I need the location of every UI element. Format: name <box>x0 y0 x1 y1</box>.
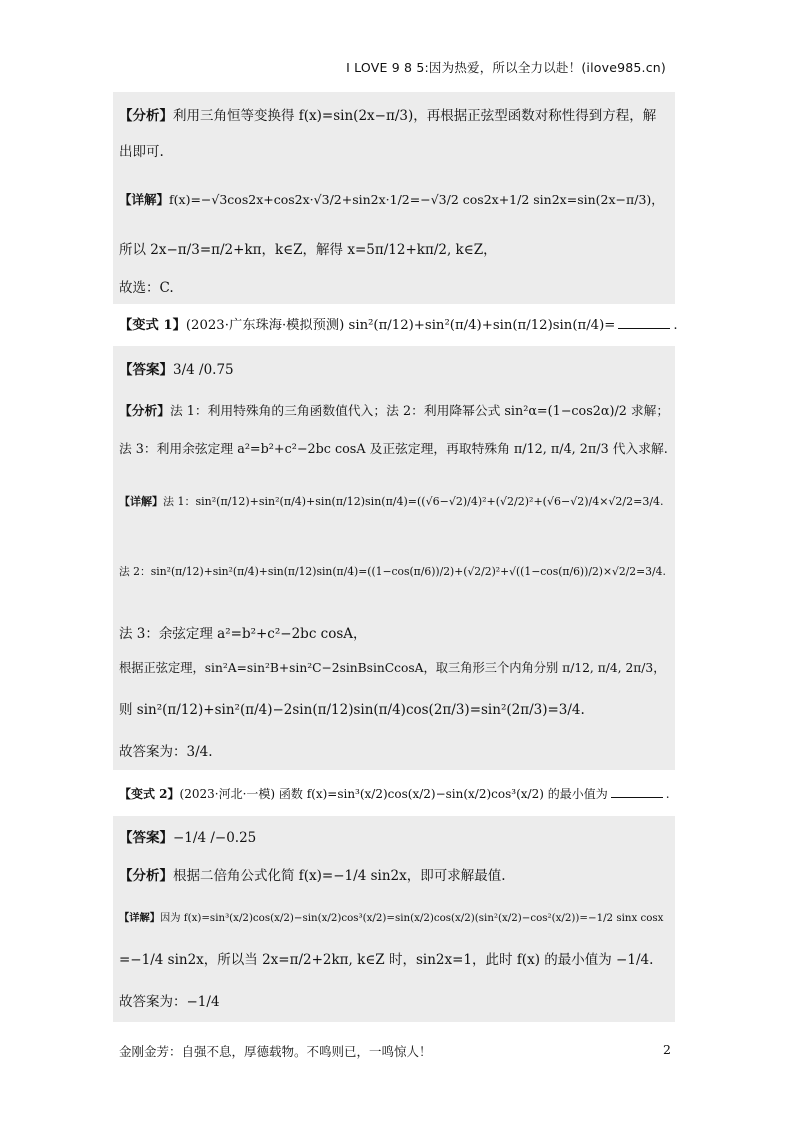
detail-method3-result: 则 sin²(π/12)+sin²(π/4)−2sin(π/12)sin(π/4)cos(2π/3)=sin²(2π/3)=3/4. <box>119 702 585 718</box>
solution-block-3 <box>113 816 675 1022</box>
analysis-method3: 法 3：利用余弦定理 a²=b²+c²−2bc cosA 及正弦定理，再取特殊角 π/12, π/4, 2π/3 代入求解. <box>119 442 668 457</box>
answer-value: −1/4 /−0.25 <box>173 830 257 846</box>
analysis-line <box>119 106 656 126</box>
detail-method1 <box>119 492 664 512</box>
answer-value: 3/4 /0.75 <box>173 362 234 378</box>
analysis-tag: 【分析】 <box>119 868 173 884</box>
analysis-tag: 【分析】 <box>119 404 170 419</box>
answer-line <box>119 828 256 848</box>
page-number: 2 <box>663 1042 671 1057</box>
detail-method3: 法 3：余弦定理 a²=b²+c²−2bc cosA， <box>119 626 367 642</box>
variant1-question: 【变式 1】(2023·广东珠海·模拟预测) sin²(π/12)+sin²(π/4)+sin(π/12)sin(π/4)= . <box>119 318 678 333</box>
detail-line <box>119 190 664 210</box>
final-answer: 故答案为：−1/4 <box>119 994 220 1010</box>
answer-tag: 【答案】 <box>119 362 173 378</box>
detail-line <box>119 908 663 928</box>
solution-block-2 <box>113 346 675 770</box>
variant2-text: (2023·河北·一模) 函数 f(x)=sin³(x/2)cos(x/2)−sin(x/2)cos³(x/2) 的最小值为 <box>179 787 608 801</box>
answer-line <box>119 360 234 380</box>
detail-text: f(x)=−√3cos2x+cos2x·√3/2+sin2x·1/2=−√3/2 cos2x+1/2 sin2x=sin(2x−π/3)， <box>169 192 664 207</box>
analysis-line <box>119 866 506 886</box>
solution-line-2: 所以 2x−π/3=π/2+kπ，k∈Z，解得 x=5π/12+kπ/2, k∈Z， <box>119 242 497 258</box>
choice-line: 故选：C. <box>119 280 174 296</box>
detail-tag: 【详解】 <box>119 912 161 924</box>
answer-blank <box>611 785 663 798</box>
detail-text: 因为 f(x)=sin³(x/2)cos(x/2)−sin(x/2)cos³(x/2)=sin(x/2)cos(x/2)(sin²(x/2)−cos²(x/2))=−1/2 sinx cosx <box>160 912 664 924</box>
detail-method2: 法 2：sin²(π/12)+sin²(π/4)+sin(π/12)sin(π/4)=((1−cos(π/6))/2)+(√2/2)²+√((1−cos(π/6))/2)×√2/2=3/4. <box>119 565 666 578</box>
analysis-text: 利用三角恒等变换得 f(x)=sin(2x−π/3)，再根据正弦型函数对称性得到方程，解 <box>173 108 657 124</box>
variant2-question: 【变式 2】(2023·河北·一模) 函数 f(x)=sin³(x/2)cos(x/2)−sin(x/2)cos³(x/2) 的最小值为 . <box>119 787 670 801</box>
analysis-text: 法 1：利用特殊角的三角函数值代入；法 2：利用降幂公式 sin²α=(1−cos2α)/2 求解； <box>170 404 670 419</box>
page-header: I LOVE 9 8 5:因为热爱，所以全力以赴！(ilove985.cn) <box>346 60 666 75</box>
detail-tag: 【详解】 <box>119 192 170 207</box>
analysis-line <box>119 402 669 422</box>
detail-line-2: =−1/4 sin2x，所以当 2x=π/2+2kπ, k∈Z 时，sin2x=1，此时 f(x) 的最小值为 −1/4. <box>119 952 654 968</box>
analysis-text: 根据二倍角公式化简 f(x)=−1/4 sin2x，即可求解最值. <box>173 868 506 884</box>
variant1-text: (2023·广东珠海·模拟预测) sin²(π/12)+sin²(π/4)+sin(π/12)sin(π/4)= <box>185 318 616 333</box>
variant1-tag: 【变式 1】 <box>119 318 186 333</box>
detail-tag: 【详解】 <box>119 495 163 508</box>
final-answer: 故答案为：3/4. <box>119 744 213 760</box>
solution-block-1 <box>113 92 675 304</box>
footer-motto: 金刚金芳：自强不息，厚德载物。不鸣则已，一鸣惊人！ <box>119 1044 432 1059</box>
analysis-tag: 【分析】 <box>119 108 173 124</box>
variant2-tag: 【变式 2】 <box>119 787 180 801</box>
detail-method3-sine: 根据正弦定理，sin²A=sin²B+sin²C−2sinBsinCcosA，取三角形三个内角分别 π/12, π/4, 2π/3， <box>119 661 666 675</box>
method1-text: 法 1：sin²(π/12)+sin²(π/4)+sin(π/12)sin(π/4)=((√6−√2)/4)²+(√2/2)²+(√6−√2)/4×√2/2=3/4. <box>163 495 664 508</box>
analysis-continuation: 出即可. <box>119 144 164 160</box>
answer-tag: 【答案】 <box>119 830 173 846</box>
answer-blank <box>618 316 670 329</box>
